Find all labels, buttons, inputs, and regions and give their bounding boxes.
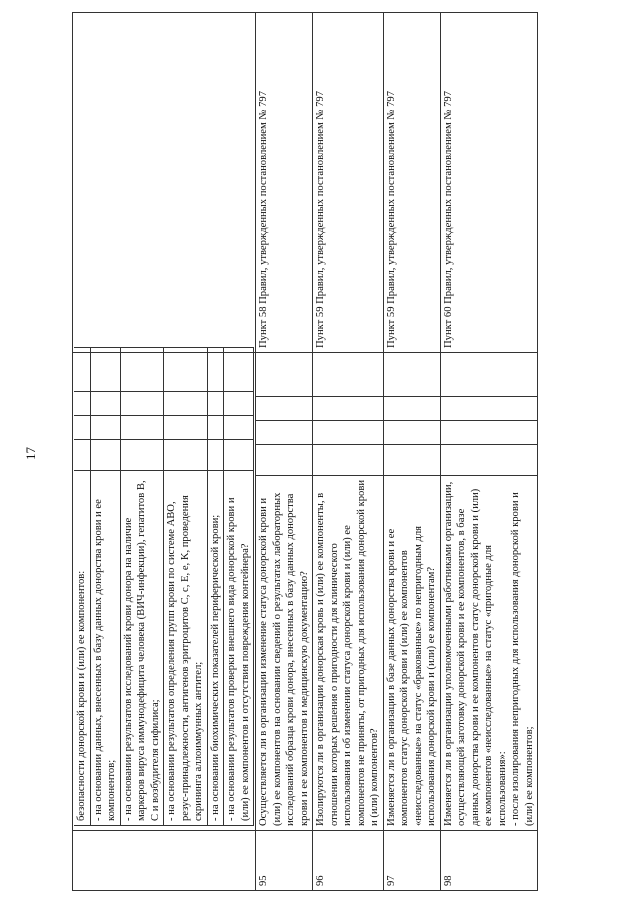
row-number: 95	[256, 831, 313, 891]
question-cell: Изменяется ли в организации уполномоченными работниками организации, осуществляющей заготовку донорской крови и ее компонентов, в базе данных донорства крови и ее компонентов статус донорской крови и (или) ее компонентов «неисследованные» на статус «пригодные для использования»: - после изолирования непригодных для использования донорской крови и (или) ее компонентов;	[440, 476, 538, 831]
answer-cell	[256, 397, 313, 421]
reference-cell	[73, 12, 256, 352]
continuation-row	[73, 12, 256, 890]
reference-cell: Пункт 60 Правил, утвержденных постановлением № 797	[440, 12, 538, 352]
continuation-line: безопасности донорской крови и (или) ее компонентов:	[74, 471, 90, 826]
answer-cell	[440, 352, 538, 396]
checklist-table	[72, 12, 538, 891]
question-cell: Изменяется ли в организации в базе данных донорства крови и ее компонентов статус донорской крови и (или) ее компонентов «неисследованные» на статус «бракованные» по непригодным для использования донорской крови и (или) ее компонентам?	[383, 476, 440, 831]
question-cell: Изолируются ли в организации донорская кровь и (или) ее компоненты, в отношении которых решения о пригодности для клинического использования и об изменении статуса донорской крови и (или) ее компонентов не приняты, от пригодных для использования донорской крови и (или) компонентов?	[313, 476, 384, 831]
table-row	[383, 12, 440, 890]
answer-cell	[256, 421, 313, 445]
continuation-line: - на основании биохимических показателей периферической крови;	[207, 471, 224, 826]
reference-cell: Пункт 58 Правил, утвержденных постановлением № 797	[256, 12, 313, 352]
answer-cell	[383, 445, 440, 476]
reference-cell: Пункт 59 Правил, утвержденных постановлением № 797	[313, 12, 384, 352]
row-number: 98	[440, 831, 538, 891]
answer-cell	[383, 421, 440, 445]
answer-cell	[383, 352, 440, 396]
answer-cell	[440, 397, 538, 421]
continuation-line: - на основании результатов проверки внешнего вида донорской крови и (или) ее компонентов и отсутствия повреждения контейнера?	[224, 471, 254, 826]
row-number: 97	[383, 831, 440, 891]
page-number: 17	[23, 447, 38, 460]
answer-cell	[313, 421, 384, 445]
continuation-line: - на основании результатов определения групп крови по системе АВО, резус-принадлежности, антигенов эритроцитов C, c, E, e, K, проведения скрининга аллоиммунных антител;	[164, 471, 208, 826]
reference-cell: Пункт 59 Правил, утвержденных постановлением № 797	[383, 12, 440, 352]
continuation-line: - на основании результатов исследований крови донора на наличие маркеров вируса иммунодефицита человека (ВИЧ-инфекции), гепатитов B, C и возбудителя сифилиса;	[120, 471, 164, 826]
table-row	[256, 12, 313, 890]
answer-cell	[256, 352, 313, 396]
table-row	[440, 12, 538, 890]
answer-cell	[440, 445, 538, 476]
row-number	[73, 831, 256, 891]
continuation-line: - на основании данных, внесенных в базу данных донорства крови и ее компонентов;	[90, 471, 120, 826]
row-number: 96	[313, 831, 384, 891]
answer-cell	[313, 352, 384, 396]
answer-cell	[383, 397, 440, 421]
answer-cell	[256, 445, 313, 476]
continuation-sub-table	[74, 347, 254, 826]
answer-cell	[313, 397, 384, 421]
continuation-cell	[73, 352, 256, 830]
question-cell: Осуществляется ли в организации изменение статуса донорской крови и (или) ее компонентов на основании сведений о результатах лабораторных исследований образца крови донора, внесенных в базу данных донорства крови и ее компонентов и медицинскую документацию?	[256, 476, 313, 831]
table-row	[313, 12, 384, 890]
answer-cell	[440, 421, 538, 445]
answer-cell	[313, 445, 384, 476]
